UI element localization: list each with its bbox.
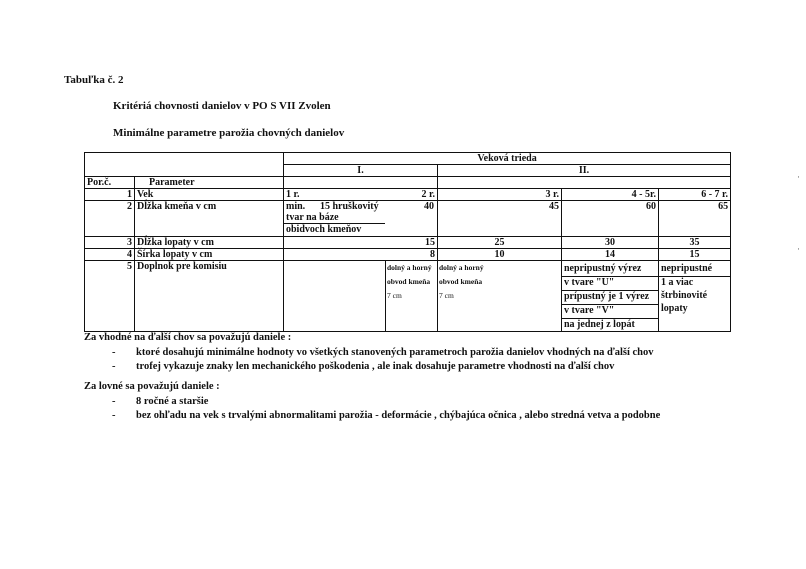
cell-text: obvod kmeňa	[387, 277, 431, 286]
table-row	[85, 237, 731, 249]
cell-note	[438, 261, 562, 332]
cell-value: 8	[386, 249, 438, 261]
cell-value: 25	[438, 237, 562, 249]
cell-value: 45	[438, 201, 562, 237]
cell-value: 40	[424, 201, 434, 212]
row-number: 5	[85, 261, 135, 332]
cell-text: štrbinovité	[661, 290, 708, 301]
cell-value: 4 - 5r.	[562, 189, 659, 201]
cell-note	[284, 201, 438, 237]
cell-value: 65	[659, 201, 731, 237]
row-number: 4	[85, 249, 135, 261]
cell-text: na jednej z lopát	[562, 318, 658, 331]
table-row	[85, 261, 731, 332]
header-por: Por.č.	[85, 177, 135, 189]
row-parameter: Vek	[135, 189, 284, 201]
table-caption: Minimálne parametre parožia chovných danielov	[113, 127, 345, 139]
cell-text: nepripustný výrez	[564, 263, 642, 274]
cell-text: 15 hruškovitý	[320, 201, 379, 212]
breeding-item: trofej vykazuje znaky len mechanického poškodenia , ale inak dosahuje parametre vhodnosti na ďalší chov	[136, 361, 615, 372]
breeding-heading: Za vhodné na ďalší chov sa považujú daniele :	[84, 332, 292, 343]
table-row	[85, 249, 731, 261]
cell-value: 60	[562, 201, 659, 237]
cell-note	[386, 261, 438, 332]
cell-text: lopaty	[661, 303, 688, 314]
cell-text: 1 a viac	[659, 276, 730, 290]
age-class-I: I.	[284, 165, 438, 177]
cell-value: 6 - 7 r.	[659, 189, 731, 201]
hunting-item: bez ohľadu na vek s trvalými abnormalitami parožia - deformácie , chýbajúca očnica , alebo stredná vetva a podobne	[136, 410, 661, 421]
edge-mark: ·	[797, 244, 800, 254]
cell-value: 15	[386, 237, 438, 249]
cell-value: 35	[659, 237, 731, 249]
cell-value: 1 r.	[284, 189, 386, 201]
cell-note	[659, 261, 731, 332]
cell-text: dolný a horný	[387, 263, 432, 272]
cell-value: 2 r.	[386, 189, 438, 201]
cell-value: 30	[562, 237, 659, 249]
cell-text: tvar na báze	[286, 212, 339, 223]
cell-text: v tvare "V"	[562, 304, 658, 318]
row-parameter: Doplnok pre komisiu	[135, 261, 284, 332]
cell-text: obidvoch kmeňov	[284, 223, 385, 236]
document-subtitle: Kritériá chovnosti danielov v PO S VII Zvolen	[113, 100, 331, 112]
row-number: 3	[85, 237, 135, 249]
antler-parameters-table	[84, 152, 731, 332]
edge-mark: ·	[797, 172, 800, 182]
bullet: -	[112, 361, 116, 372]
cell-value: 14	[562, 249, 659, 261]
cell-text: nepripustné	[661, 263, 713, 274]
cell-note	[562, 261, 659, 332]
cell-text: 7 cm	[387, 291, 402, 300]
breeding-item: ktoré dosahujú minimálne hodnoty vo všetkých stanovených parametroch parožia danielov vhodných na ďalší chov	[136, 347, 654, 358]
age-class-II: II.	[438, 165, 731, 177]
hunting-heading: Za lovné sa považujú daniele :	[84, 381, 220, 392]
row-parameter: Dĺžka lopaty v cm	[135, 237, 284, 249]
row-number: 2	[85, 201, 135, 237]
cell-text: min.	[286, 201, 306, 212]
table-row	[85, 201, 731, 237]
bullet: -	[112, 347, 116, 358]
row-parameter: Dĺžka kmeňa v cm	[137, 201, 217, 212]
age-class-header: Veková trieda	[284, 153, 731, 165]
hunting-item: 8 ročné a staršie	[136, 396, 209, 407]
row-number: 1	[85, 189, 135, 201]
cell-text: prípustný je 1 výrez	[562, 290, 658, 304]
header-parameter: Parameter	[135, 177, 284, 189]
cell-value: 15	[659, 249, 731, 261]
table-number: Tabuľka č. 2	[64, 74, 124, 86]
bullet: -	[112, 396, 116, 407]
table-row	[85, 189, 731, 201]
row-parameter: Šírka lopaty v cm	[135, 249, 284, 261]
cell-text: v tvare "U"	[562, 276, 658, 290]
bullet: -	[112, 410, 116, 421]
cell-text: 7 cm	[439, 291, 454, 300]
cell-text: dolný a horný	[439, 263, 484, 272]
cell-value: 3 r.	[438, 189, 562, 201]
cell-text: obvod kmeňa	[439, 277, 483, 286]
cell-value: 10	[438, 249, 562, 261]
